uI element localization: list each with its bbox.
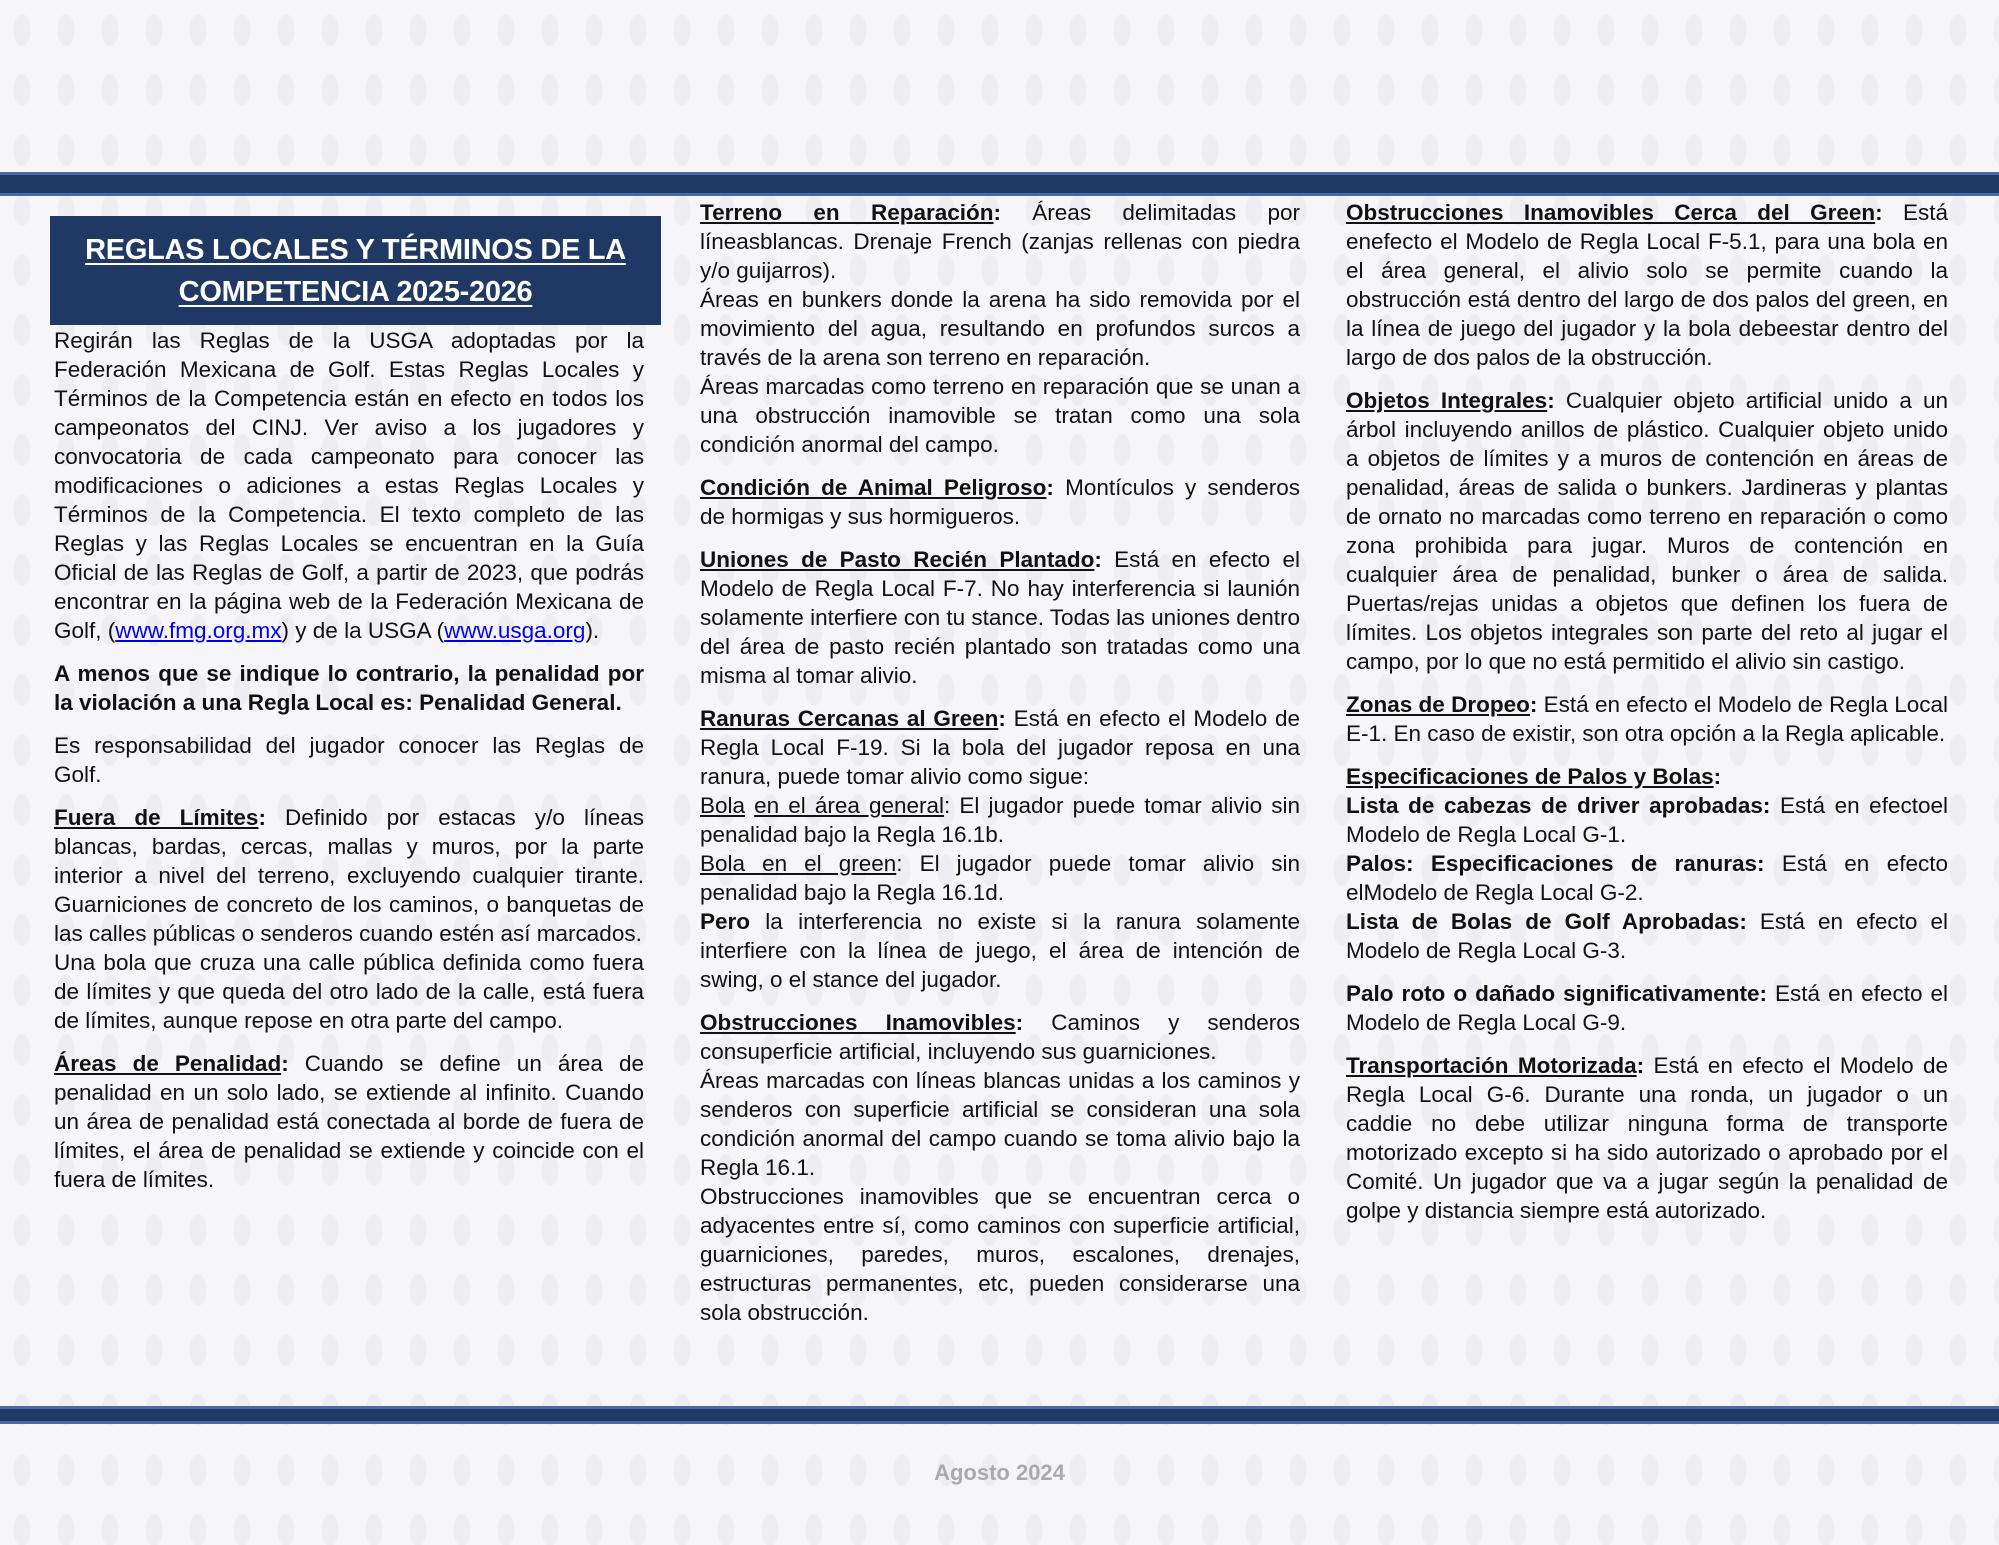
paragraph xyxy=(54,803,644,948)
underlined-text: en el área general xyxy=(754,793,945,818)
bold-text: Palo roto o dañado significativamente: xyxy=(1346,981,1767,1006)
paragraph xyxy=(1346,386,1948,676)
paragraph xyxy=(700,1008,1300,1066)
paragraph xyxy=(700,545,1300,690)
bottom-divider-bar xyxy=(0,1406,1999,1424)
column-2 xyxy=(700,198,1300,1341)
rule-section xyxy=(700,704,1300,994)
bold-text: : xyxy=(1875,200,1883,225)
top-divider-bar xyxy=(0,172,1999,196)
body-text: Cuando se define un área de penalidad en un solo lado, se extiende al infinito. Cuando un área de penalidad está conectada al borde de fuera de límites, el área de penalidad se extiende y coincide con el fuera de límites. xyxy=(54,1051,644,1192)
paragraph xyxy=(1346,979,1948,1037)
paragraph xyxy=(1346,791,1948,849)
underlined-text: Bola en el green xyxy=(700,851,897,876)
body-text: Está en efectoel Modelo de Regla Local G-1. xyxy=(1346,793,1948,847)
web-link[interactable]: www.usga.org xyxy=(444,618,586,643)
paragraph xyxy=(54,1049,644,1194)
section-heading: Terreno en Reparación xyxy=(700,200,994,225)
body-text: Obstrucciones inamovibles que se encuentran cerca o adyacentes entre sí, como caminos con superficie artificial, guarniciones, paredes, muros, escalones, drenajes, estructuras permanentes, etc, pueden considerarse una sola obstrucción. xyxy=(700,1184,1300,1325)
body-text: Áreas marcadas con líneas blancas unidas a los caminos y senderos con superficie artificial se consideran una sola condición anormal del campo cuando se toma alivio bajo la Regla 16.1. xyxy=(700,1068,1300,1180)
rule-section xyxy=(54,731,644,789)
body-text: Está enefecto el Modelo de Regla Local F-5.1, para una bola en el área general, el alivio solo se permite cuando la obstrucción está dentro del largo de dos palos del green, en la línea de juego del jugador y la bola debeestar dentro del largo de dos palos de la obstrucción. xyxy=(1346,200,1948,370)
paragraph xyxy=(1346,762,1948,791)
paragraph xyxy=(700,907,1300,994)
body-text: Está en efecto el Modelo de Regla Local G-9. xyxy=(1346,981,1949,1035)
body-text: Está en efecto el Modelo de Regla Local F-19. Si la bola del jugador reposa en una ranura, puede tomar alivio como sigue: xyxy=(700,706,1300,789)
document-title-banner xyxy=(50,216,661,325)
section-heading: Transportación Motorizada xyxy=(1346,1053,1637,1078)
paragraph xyxy=(700,285,1300,372)
paragraph xyxy=(700,372,1300,459)
rule-section xyxy=(700,545,1300,690)
bold-text: : xyxy=(1015,1010,1024,1035)
rule-section xyxy=(700,1008,1300,1327)
title-line-2: COMPETENCIA 2025-2026 xyxy=(178,275,533,308)
bold-text: Pero xyxy=(700,909,751,934)
rule-section xyxy=(700,473,1300,531)
rule-section xyxy=(54,803,644,1035)
paragraph xyxy=(1346,849,1948,907)
rule-section xyxy=(1346,386,1948,676)
body-text: Caminos y senderos consuperficie artificial, incluyendo sus guarniciones. xyxy=(700,1010,1300,1064)
section-heading: Obstrucciones Inamovibles xyxy=(700,1010,1016,1035)
section-heading: Áreas de Penalidad xyxy=(54,1051,282,1076)
rule-section xyxy=(54,1049,644,1194)
rule-section xyxy=(700,198,1300,459)
body-text: : El jugador puede tomar alivio sin penalidad bajo la Regla 16.1b. xyxy=(700,793,1300,847)
section-heading: Uniones de Pasto Recién Plantado xyxy=(700,547,1095,572)
body-text: Áreas marcadas como terreno en reparación que se unan a una obstrucción inamovible se tratan como una sola condición anormal del campo. xyxy=(700,374,1300,457)
paragraph xyxy=(700,849,1300,907)
body-text: Está en efecto el Modelo de Regla Local G-3. xyxy=(1346,909,1948,963)
bold-text: Lista de cabezas de driver aprobadas: xyxy=(1346,793,1771,818)
bold-text: Lista de Bolas de Golf Aprobadas: xyxy=(1346,909,1747,934)
paragraph xyxy=(54,731,644,789)
paragraph xyxy=(1346,690,1948,748)
rule-section xyxy=(1346,690,1948,748)
body-text: Regirán las Reglas de la USGA adoptadas por la Federación Mexicana de Golf. Estas Reglas Locales y Términos de la Competencia están en efecto en todos los campeonatos del CINJ. Ver aviso a los jugadores y convocatoria de cada campeonato para conocer las modificaciones o adiciones a estas Reglas Locales y Términos de la Competencia. El texto completo de las Reglas y las Reglas Locales se encuentran en la Guía Oficial de las Reglas de Golf, a partir de 2023, que podrás encontrar en la página web de la Federación Mexicana de Golf, ( xyxy=(54,328,644,643)
body-text xyxy=(745,793,754,818)
body-text: ) y de la USGA ( xyxy=(281,618,445,643)
bold-text: : xyxy=(998,706,1006,731)
section-heading: Fuera de Límites xyxy=(54,805,259,830)
bold-text: : xyxy=(993,200,1001,225)
underlined-text: Bola xyxy=(700,793,746,818)
section-heading: Obstrucciones Inamovibles Cerca del Green xyxy=(1346,200,1876,225)
body-text: Áreas delimitadas por líneasblancas. Drenaje French (zanjas rellenas con piedra y/o guijarros). xyxy=(700,200,1300,283)
paragraph xyxy=(1346,198,1948,372)
paragraph xyxy=(700,1182,1300,1327)
body-text: la interferencia no existe si la ranura solamente interfiere con la línea de juego, el área de intención de swing, o el stance del jugador. xyxy=(700,909,1300,992)
bold-text: : xyxy=(1547,388,1555,413)
bold-text: A menos que se indique lo contrario, la penalidad por la violación a una Regla Local es: Penalidad General. xyxy=(54,661,644,715)
web-link[interactable]: www.fmg.org.mx xyxy=(115,618,282,643)
body-text: Una bola que cruza una calle pública definida como fuera de límites y que queda del otro lado de la calle, está fuera de límites, aunque repose en otra parte del campo. xyxy=(54,950,644,1033)
bold-text: : xyxy=(1636,1053,1645,1078)
body-text: Está en efecto el Modelo de Regla Local G-6. Durante una ronda, un jugador o un caddie no debe utilizar ninguna forma de transporte motorizado excepto si ha sido autorizado o aprobado por el Comité. Un jugador que va a jugar según la penalidad de golpe y distancia siempre está autorizado. xyxy=(1346,1053,1948,1223)
rule-section xyxy=(1346,979,1948,1037)
paragraph xyxy=(700,704,1300,791)
paragraph xyxy=(54,659,644,717)
paragraph xyxy=(1346,907,1948,965)
paragraph xyxy=(54,948,644,1035)
section-heading: Condición de Animal Peligroso xyxy=(700,475,1047,500)
rule-section xyxy=(54,659,644,717)
bold-text: Palos: Especificaciones de ranuras: xyxy=(1346,851,1765,876)
bold-text: : xyxy=(1529,692,1538,717)
paragraph xyxy=(700,791,1300,849)
paragraph xyxy=(700,473,1300,531)
rule-section xyxy=(1346,762,1948,965)
section-heading: Objetos Integrales xyxy=(1346,388,1548,413)
bold-text: : xyxy=(1713,764,1722,789)
paragraph xyxy=(700,1066,1300,1182)
body-text: Está en efecto el Modelo de Regla Local E-1. En caso de existir, son otra opción a la Regla aplicable. xyxy=(1346,692,1948,746)
body-text: Está en efecto elModelo de Regla Local G-2. xyxy=(1346,851,1948,905)
bold-text: : xyxy=(258,805,266,830)
body-text: ). xyxy=(585,618,600,643)
section-heading: Especificaciones de Palos y Bolas xyxy=(1346,764,1714,789)
body-text: Cualquier objeto artificial unido a un árbol incluyendo anillos de plástico. Cualquier objeto unido a objetos de límites y a muros de contención en áreas de penalidad, áreas de salida o bunkers. Jardineras y plantas de ornato no marcadas como terreno en reparación o como zona prohibida para jugar. Muros de contención en cualquier área de penalidad, bunker o área de salida. Puertas/rejas unidas a objetos que definen los fuera de límites. Los objetos integrales son parte del reto al jugar el campo, por lo que no está permitido el alivio sin castigo. xyxy=(1346,388,1948,674)
rule-section xyxy=(1346,198,1948,372)
bold-text: : xyxy=(1046,475,1054,500)
column-3 xyxy=(1346,198,1948,1239)
bold-text: : xyxy=(1094,547,1102,572)
body-text: Está en efecto el Modelo de Regla Local F-7. No hay interferencia si launión solamente interfiere con tu stance. Todas las uniones dentro del área de pasto recién plantado son tratadas como una misma al tomar alivio. xyxy=(700,547,1300,688)
paragraph xyxy=(54,326,644,645)
rule-section xyxy=(54,326,644,645)
body-text: : El jugador puede tomar alivio sin penalidad bajo la Regla 16.1d. xyxy=(700,851,1300,905)
bold-text: : xyxy=(281,1051,289,1076)
body-text: Áreas en bunkers donde la arena ha sido removida por el movimiento del agua, resultando en profundos surcos a través de la arena son terreno en reparación. xyxy=(700,287,1300,370)
body-text: Es responsabilidad del jugador conocer las Reglas de Golf. xyxy=(54,733,644,787)
section-heading: Ranuras Cercanas al Green xyxy=(700,706,999,731)
paragraph xyxy=(1346,1051,1948,1225)
title-line-1: REGLAS LOCALES Y TÉRMINOS DE LA xyxy=(85,233,626,266)
paragraph xyxy=(700,198,1300,285)
rule-section xyxy=(1346,1051,1948,1225)
body-text: Montículos y senderos de hormigas y sus hormigueros. xyxy=(700,475,1300,529)
footer-date: Agosto 2024 xyxy=(934,1460,1065,1485)
body-text: Definido por estacas y/o líneas blancas, bardas, cercas, mallas y muros, por la parte interior a nivel del terreno, excluyendo cualquier tirante. Guarniciones de concreto de los caminos, o banquetas de las calles públicas o senderos cuando estén así marcados. xyxy=(54,805,644,946)
column-1 xyxy=(54,326,644,1208)
section-heading: Zonas de Dropeo xyxy=(1346,692,1530,717)
